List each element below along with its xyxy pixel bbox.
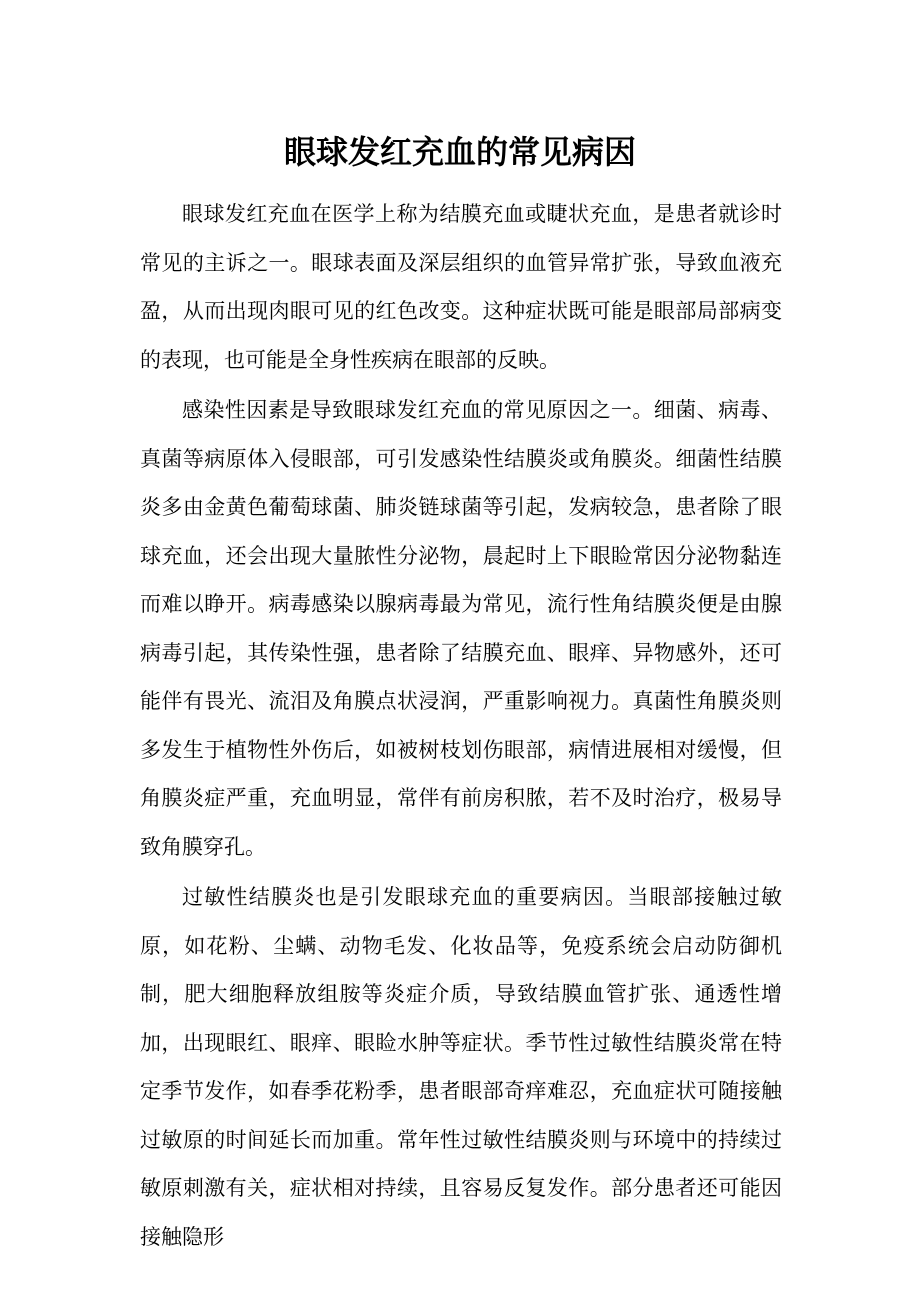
paragraph-2: 感染性因素是导致眼球发红充血的常见原因之一。细菌、病毒、真菌等病原体入侵眼部，可引发感染性结膜炎或角膜炎。细菌性结膜炎多由金黄色葡萄球菌、肺炎链球菌等引起，发病较急，患者除了眼球充血，还会出现大量脓性分泌物，晨起时上下眼睑常因分泌物黏连而难以睁开。病毒感染以腺病毒最为常见，流行性角结膜炎便是由腺病毒引起，其传染性强，患者除了结膜充血、眼痒、异物感外，还可能伴有畏光、流泪及角膜点状浸润，严重影响视力。真菌性角膜炎则多发生于植物性外伤后，如被树枝划伤眼部，病情进展相对缓慢，但角膜炎症严重，充血明显，常伴有前房积脓，若不及时治疗，极易导致角膜穿孔。 [140, 398, 782, 859]
document-body [140, 190, 782, 1263]
paragraph-1: 眼球发红充血在医学上称为结膜充血或睫状充血，是患者就诊时常见的主诉之一。眼球表面及深层组织的血管异常扩张，导致血液充盈，从而出现肉眼可见的红色改变。这种症状既可能是眼部局部病变的表现，也可能是全身性疾病在眼部的反映。 [140, 202, 782, 372]
paragraph-3: 过敏性结膜炎也是引发眼球充血的重要病因。当眼部接触过敏原，如花粉、尘螨、动物毛发、化妆品等，免疫系统会启动防御机制，肥大细胞释放组胺等炎症介质，导致结膜血管扩张、通透性增加，出现眼红、眼痒、眼睑水肿等症状。季节性过敏性结膜炎常在特定季节发作，如春季花粉季，患者眼部奇痒难忍，充血症状可随接触过敏原的时间延长而加重。常年性过敏性结膜炎则与环境中的持续过敏原刺激有关，症状相对持续，且容易反复发作。部分患者还可能因接触隐形 [140, 885, 782, 1249]
document-title: 眼球发红充血的常见病因 [283, 133, 636, 171]
